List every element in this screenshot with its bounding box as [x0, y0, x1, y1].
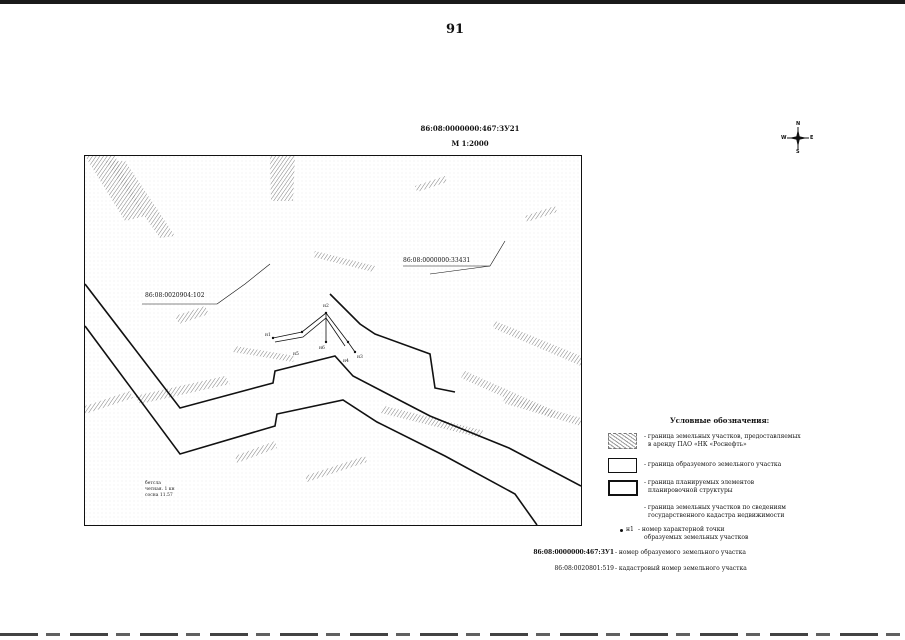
map-scale: М 1:2000 — [451, 139, 489, 148]
compass-north: N — [796, 121, 801, 127]
compass-east: E — [810, 135, 814, 141]
map-frame — [84, 155, 582, 526]
legend-text-planning-1: - граница планируемых элементов — [644, 479, 755, 486]
point-label-n2: н2 — [323, 304, 329, 309]
compass-south: S — [796, 149, 800, 155]
corner-note-1: бетсла — [145, 481, 161, 486]
point-label-n3: н3 — [357, 355, 363, 360]
point-label-n6: н6 — [319, 346, 325, 351]
legend-key-formed — [608, 458, 637, 473]
legend-text-cadastral-code: - кадастровый номер земельного участка — [615, 565, 747, 572]
label-parcel-west: 86:08:0020904:102 — [145, 292, 205, 299]
label-parcel-north: 86:08:0000000:33431 — [403, 257, 471, 264]
point-label-n5: н5 — [293, 352, 299, 357]
legend-text-point-2: образуемых земельных участков — [644, 534, 749, 541]
legend-text-cadastre-1: - граница земельных участков по сведениям — [644, 504, 786, 511]
corner-note-3: сосна 11.57 — [145, 493, 173, 498]
legend-key-formed-code: 86:08:0000000:467:ЗУ1 — [533, 549, 614, 556]
legend-key-planning — [608, 480, 638, 496]
legend-text-cadastre-2: государственного кадастра недвижимости — [648, 512, 785, 519]
legend-key-lease — [608, 433, 637, 449]
corner-note-2: четная. 1 кн — [145, 487, 175, 492]
legend-text-lease-1: - граница земельных участков, предоставляемых — [644, 433, 801, 440]
legend-title: Условные обозначения: — [670, 416, 770, 425]
point-label-n4: н4 — [343, 359, 349, 364]
legend — [533, 416, 840, 586]
legend-key-cadastral-code: 86:08:0020801:519 — [554, 565, 614, 572]
legend-text-formed-code: - номер образуемого земельного участка — [615, 549, 746, 556]
legend-text-formed: - граница образуемого земельного участка — [644, 461, 782, 468]
plot-code-title: 86:08:0000000:467:ЗУ21 — [420, 124, 520, 133]
legend-key-point-label: н1 — [626, 526, 634, 533]
compass-icon — [781, 121, 815, 155]
point-label-n1: н1 — [265, 333, 271, 338]
bottom-rule — [0, 633, 905, 636]
page-number: 91 — [445, 22, 465, 37]
legend-key-point-icon — [620, 529, 623, 532]
compass-west: W — [781, 135, 787, 141]
legend-text-point-1: - номер характерной точки — [638, 526, 725, 533]
legend-text-planning-2: планировочной структуры — [648, 487, 733, 494]
legend-text-lease-2: в аренду ПАО «НК «Роснефть» — [648, 441, 747, 448]
top-rule — [0, 0, 905, 4]
map-canvas — [85, 156, 581, 525]
